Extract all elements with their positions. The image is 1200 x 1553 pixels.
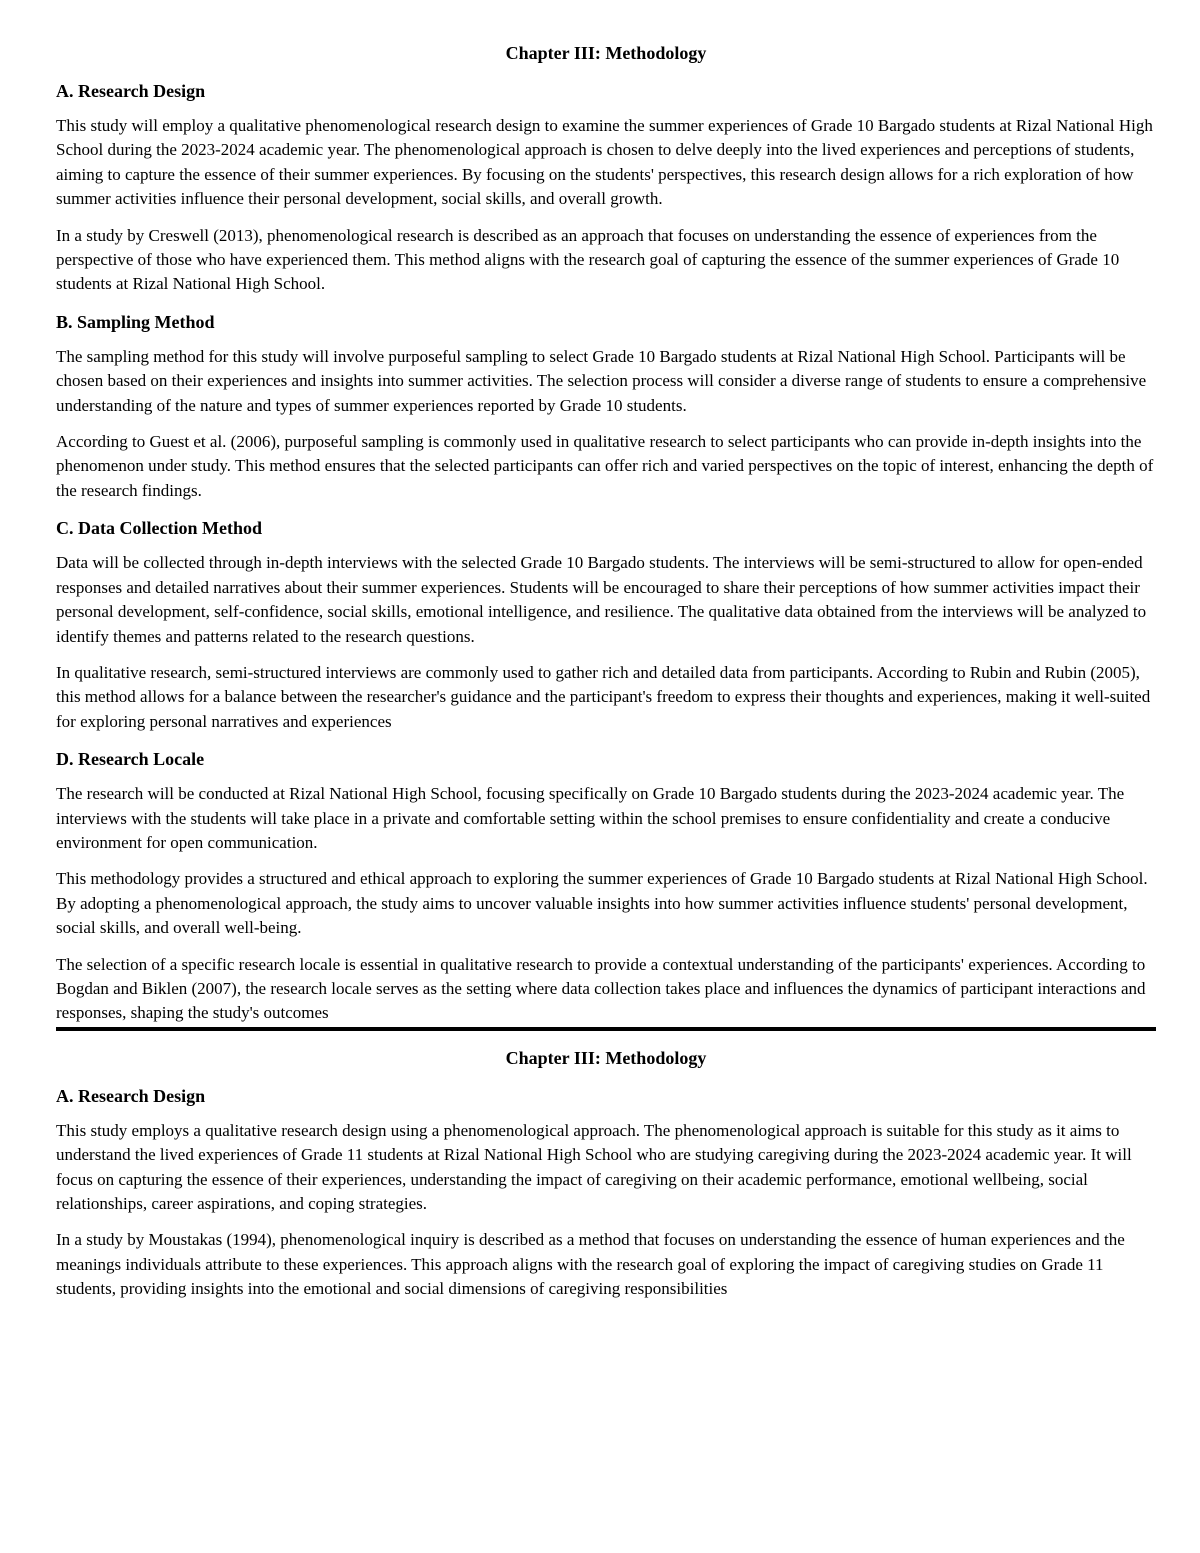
section-heading: D. Research Locale <box>56 749 205 770</box>
section-heading: C. Data Collection Method <box>56 518 262 539</box>
section-research-design <box>56 1083 1156 1302</box>
section-data-collection-method <box>56 515 1156 734</box>
paragraph: This methodology provides a structured and ethical approach to exploring the summer experiences of Grade 10 Bargado students at Rizal National High School. By adopting a phenomenological approach, the study aims to uncover valuable insights into how summer activities influence students' personal development, social skills, and overall well-being. <box>56 869 1148 938</box>
document-page <box>56 40 1156 1314</box>
paragraph: The sampling method for this study will involve purposeful sampling to select Grade 10 Bargado students at Rizal National High School. Participants will be chosen based on their experiences and insights into summer activities. The selection process will consider a diverse range of students to ensure a comprehensive understanding of the nature and types of summer experiences reported by Grade 10 students. <box>56 346 1147 415</box>
section-divider <box>56 1027 1156 1031</box>
paragraph: The research will be conducted at Rizal National High School, focusing specifically on Grade 10 Bargado students during the 2023-2024 academic year. The interviews with the students will take place in a private and comfortable setting within the school premises to ensure confidentiality and create a conducive environment for open communication. <box>56 784 1125 852</box>
paragraph: This study will employ a qualitative phenomenological research design to examine the summer experiences of Grade 10 Bargado students at Rizal National High School during the 2023-2024 academic year. The phenomenological approach is chosen to delve deeply into the lived experiences and perceptions of students, aiming to capture the essence of their summer experiences. By focusing on the students' perspectives, this research design allows for a rich exploration of how summer activities influence their personal development, social skills, and overall growth. <box>56 116 1153 209</box>
section-research-design <box>56 78 1156 297</box>
paragraph: In a study by Moustakas (1994), phenomenological inquiry is described as a method that focuses on understanding the essence of human experiences and the meanings individuals attribute to these experiences. This approach aligns with the research goal of exploring the impact of caregiving studies on Grade 11 students, providing insights into the emotional and social dimensions of caregiving responsibilities <box>56 1230 1125 1299</box>
chapter-title: Chapter III: Methodology <box>505 1047 707 1068</box>
section-heading: A. Research Design <box>56 1085 206 1106</box>
section-sampling-method <box>56 309 1156 503</box>
section-heading: B. Sampling Method <box>56 311 215 332</box>
section-heading: A. Research Design <box>56 81 206 101</box>
section-research-locale <box>56 746 1156 1026</box>
paragraph: In a study by Creswell (2013), phenomenological research is described as an approach that focuses on understanding the essence of experiences from the perspective of those who have experienced them. This method aligns with the research goal of capturing the essence of the summer experiences of Grade 10 students at Rizal National High School. <box>56 225 1120 294</box>
paragraph: According to Guest et al. (2006), purposeful sampling is commonly used in qualitative research to select participants who can provide in-depth insights into the phenomenon under study. This method ensures that the selected participants can offer rich and varied perspectives on the topic of interest, enhancing the depth of the research findings. <box>56 432 1154 500</box>
paragraph: The selection of a specific research locale is essential in qualitative research to provide a contextual understanding of the participants' experiences. According to Bogdan and Biklen (2007), the research locale serves as the setting where data collection takes place and influences the dynamics of participant interactions and responses, shaping the study's outcomes <box>56 954 1146 1023</box>
chapter-title: Chapter III: Methodology <box>505 43 707 63</box>
paragraph: Data will be collected through in-depth interviews with the selected Grade 10 Bargado students. The interviews will be semi-structured to allow for open-ended responses and detailed narratives about their summer experiences. Students will be encouraged to share their perceptions of how summer activities impact their personal development, self-confidence, social skills, emotional intelligence, and resilience. The qualitative data obtained from the interviews will be analyzed to identify themes and patterns related to the research questions. <box>56 553 1147 646</box>
paragraph: This study employs a qualitative research design using a phenomenological approach. The phenomenological approach is suitable for this study as it aims to understand the lived experiences of Grade 11 students at Rizal National High School who are studying caregiving during the 2023-2024 academic year. It will focus on capturing the essence of their experiences, understanding the impact of caregiving on their academic performance, emotional wellbeing, social relationships, career aspirations, and coping strategies. <box>56 1120 1132 1213</box>
paragraph: In qualitative research, semi-structured interviews are commonly used to gather rich and detailed data from participants. According to Rubin and Rubin (2005), this method allows for a balance between the researcher's guidance and the participant's freedom to express their thoughts and experiences, making it well-suited for exploring personal narratives and experiences <box>56 662 1151 731</box>
